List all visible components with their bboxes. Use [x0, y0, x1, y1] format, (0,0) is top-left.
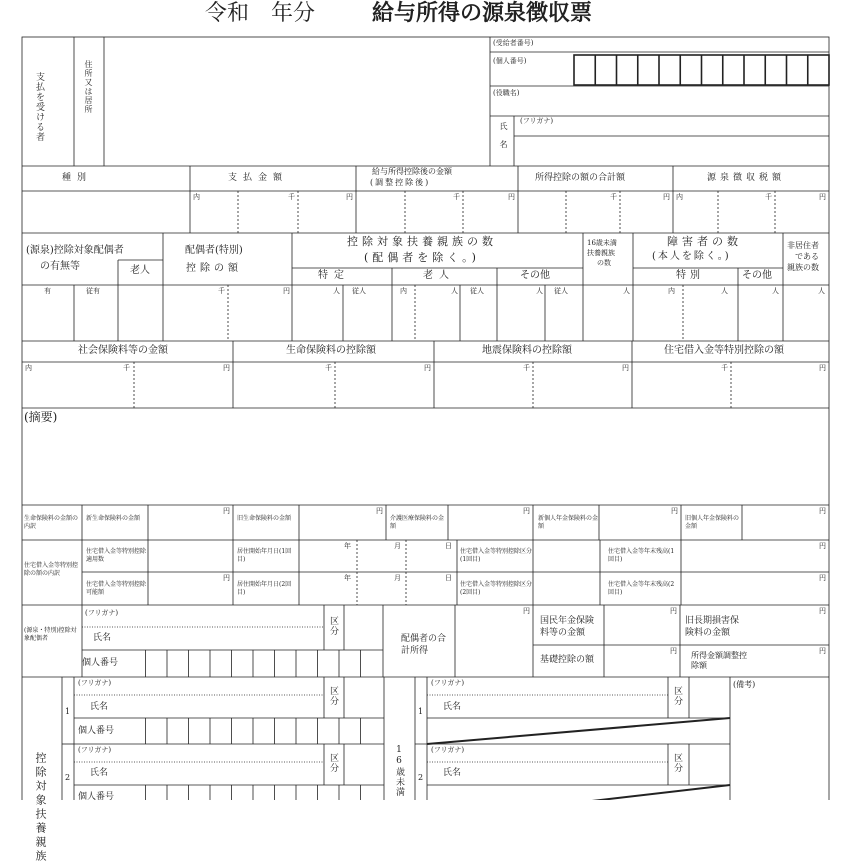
care-label: 介護医療保険料の金額 — [390, 515, 445, 530]
unit-day: 日 — [445, 542, 452, 550]
under16-1-number: 1 — [418, 707, 424, 716]
unit-en: 円 — [670, 607, 677, 615]
unit-en: 円 — [819, 193, 826, 201]
dependent-1-name-label: 氏名 — [90, 702, 109, 712]
unit-follower: 従人 — [554, 287, 568, 295]
dependent-2-category-label: 区分 — [328, 753, 338, 773]
recipient-number-label: (受給者番号) — [493, 39, 534, 47]
unit-sen: 千 — [765, 193, 772, 201]
new-life-label: 新生命保険料の金額 — [86, 515, 141, 522]
dependent-1-category-label: 区分 — [328, 686, 338, 706]
unit-sen: 千 — [453, 193, 460, 201]
unit-en: 円 — [671, 507, 678, 515]
dependent-count-header: 控除対象扶養親族の数 — [347, 235, 497, 248]
spouse-name-label: 氏名 — [93, 633, 112, 643]
address-label: 住所又は居所 — [84, 60, 93, 114]
unit-en: 円 — [223, 507, 230, 515]
basic-deduction-label: 基礎控除の額 — [540, 655, 595, 665]
income-type-header: 種別 — [62, 173, 93, 183]
new-pension-label: 新個人年金保険料の金額 — [538, 515, 599, 530]
elderly-header: 老人 — [130, 265, 150, 276]
specific-header: 特定 — [318, 270, 350, 281]
disabled-header: 障害者の数 — [667, 235, 742, 248]
unit-sen: 千 — [523, 364, 530, 372]
subordinate-yes-label: 従有 — [86, 287, 100, 295]
unit-sen: 千 — [123, 364, 130, 372]
spouse-section-label: (源泉・特別)控除対象配偶者 — [24, 627, 77, 642]
unit-uchi: 内 — [400, 287, 407, 295]
unit-person: 人 — [818, 287, 825, 295]
unit-sen: 千 — [610, 193, 617, 201]
special-disabled-header: 特別 — [676, 270, 704, 281]
unit-sen: 千 — [721, 364, 728, 372]
social-insurance-header: 社会保険料等の金額 — [78, 345, 168, 356]
elderly-dep-header: 老人 — [423, 270, 455, 281]
spouse-presence-header: (源泉)控除対象配偶者 — [26, 245, 124, 256]
name-furigana-label: (フリガナ) — [520, 117, 554, 125]
dependent-2-id-label: 個人番号 — [78, 792, 115, 802]
under16-header-3: の数 — [597, 259, 611, 267]
unit-en: 円 — [376, 507, 383, 515]
spouse-special-header-2: 控除の額 — [186, 263, 242, 274]
unit-en: 円 — [523, 607, 530, 615]
unit-en: 円 — [819, 542, 826, 550]
start-date-2-label: 居住開始年月日(2回目) — [237, 581, 292, 596]
unit-en: 円 — [819, 647, 826, 655]
unit-en: 円 — [424, 364, 431, 372]
other-header: その他 — [520, 270, 550, 281]
under16-list-label: 16歳未満 — [394, 745, 404, 797]
dependent-1-number: 1 — [65, 707, 71, 716]
year-end-balance-2-label: 住宅借入金等年末残高(2回目) — [608, 581, 675, 596]
under16-2-number: 2 — [418, 773, 424, 782]
unit-month: 月 — [394, 542, 401, 550]
unit-en: 円 — [670, 647, 677, 655]
nonresident-header-2: である — [795, 252, 819, 261]
national-pension-label: 国民年金保険料等の金額 — [540, 616, 595, 638]
applicable-count-label: 住宅借入金等特別控除適用数 — [86, 548, 147, 563]
unit-person: 人 — [451, 287, 458, 295]
dependents-list-label: 控除対象扶養親族 — [34, 752, 47, 864]
dependent-2-name-label: 氏名 — [90, 768, 109, 778]
life-insurance-header: 生命保険料の控除額 — [286, 345, 376, 356]
unit-person: 人 — [536, 287, 543, 295]
unit-en: 円 — [508, 193, 515, 201]
name-label: 氏名 — [499, 122, 508, 158]
old-pension-label: 旧個人年金保険料の金額 — [685, 515, 740, 530]
unit-sen: 千 — [218, 287, 225, 295]
spouse-number-label: 個人番号 — [82, 658, 119, 668]
unit-en: 円 — [346, 193, 353, 201]
unit-day: 日 — [445, 574, 452, 582]
disabled-header-2: (本人を除く。) — [652, 251, 731, 262]
remarks-label: (摘要) — [24, 410, 58, 424]
unit-person: 人 — [721, 287, 728, 295]
dependent-2-number: 2 — [65, 773, 71, 782]
year-end-balance-1-label: 住宅借入金等年末残高(1回目) — [608, 548, 675, 563]
unit-en: 円 — [223, 574, 230, 582]
unit-uchi: 内 — [193, 193, 200, 201]
position-label: (役職名) — [493, 89, 520, 97]
dependent-count-header-2: (配偶者を除く。) — [364, 251, 480, 264]
dependent-1-id-label: 個人番号 — [78, 726, 115, 736]
unit-en: 円 — [819, 607, 826, 615]
spouse-special-header: 配偶者(特別) — [185, 245, 243, 256]
unit-uchi: 内 — [25, 364, 32, 372]
unit-en: 円 — [283, 287, 290, 295]
recipient-label: 支払を受ける者 — [34, 72, 44, 142]
form-title: 給与所得の源泉徴収票 — [372, 0, 593, 26]
under16-header-2: 扶養親族 — [587, 249, 615, 257]
unit-en: 円 — [622, 364, 629, 372]
unit-year: 年 — [344, 574, 351, 582]
under16-2-category-label: 区分 — [672, 753, 682, 773]
adjustment-deduction-label: 所得金額調整控除額 — [691, 651, 747, 671]
spouse-income-label: 配偶者の合計所得 — [401, 634, 447, 656]
unit-uchi: 内 — [668, 287, 675, 295]
unit-en: 円 — [523, 507, 530, 515]
unit-sen: 千 — [288, 193, 295, 201]
life-breakdown-label: 生命保険料の金額の内訳 — [24, 515, 79, 530]
earthquake-insurance-header: 地震保険料の控除額 — [482, 345, 572, 356]
under16-header: 16歳未満 — [587, 239, 617, 247]
under16-2-furigana-label: (フリガナ) — [431, 746, 465, 754]
nonresident-header-3: 親族の数 — [787, 263, 819, 272]
unit-month: 月 — [394, 574, 401, 582]
unit-uchi: 内 — [676, 193, 683, 201]
spouse-furigana-label: (フリガナ) — [85, 609, 119, 617]
possible-amount-label: 住宅借入金等特別控除可能額 — [86, 581, 147, 596]
unit-person: 人 — [772, 287, 779, 295]
payment-header: 支払金額 — [228, 173, 289, 183]
category-1-label: 住宅借入金等特別控除区分(1回目) — [460, 548, 533, 563]
unit-en: 円 — [663, 193, 670, 201]
after-deduction-header: 給与所得控除後の金額 — [372, 167, 452, 176]
yes-label: 有 — [44, 287, 51, 295]
unit-en: 円 — [223, 364, 230, 372]
unit-person: 人 — [623, 287, 630, 295]
note-label: (備考) — [733, 680, 756, 689]
old-long-term-label: 旧長期損害保険料の金額 — [685, 616, 740, 638]
under16-1-category-label: 区分 — [672, 686, 682, 706]
under16-2-name-label: 氏名 — [443, 768, 462, 778]
unit-year: 年 — [344, 542, 351, 550]
spouse-category-label: 区分 — [328, 616, 338, 636]
start-date-1-label: 居住開始年月日(1回目) — [237, 548, 292, 563]
era-year: 令和 年分 — [205, 1, 316, 26]
nonresident-header: 非居住者 — [787, 241, 819, 250]
after-deduction-sub: (調整控除後) — [370, 178, 431, 187]
other-disabled-header: その他 — [742, 270, 772, 281]
under16-1-name-label: 氏名 — [443, 702, 462, 712]
housing-loan-header: 住宅借入金等特別控除の額 — [664, 345, 784, 356]
withholding-tax-header: 源泉徴収税額 — [707, 173, 786, 183]
unit-follower: 従人 — [352, 287, 366, 295]
category-2-label: 住宅借入金等特別控除区分(2回目) — [460, 581, 533, 596]
housing-breakdown-label: 住宅借入金等特別控除の額の内訳 — [24, 562, 79, 577]
unit-sen: 千 — [325, 364, 332, 372]
deduction-total-header: 所得控除の額の合計額 — [535, 173, 626, 183]
under16-1-furigana-label: (フリガナ) — [431, 679, 465, 687]
dependent-2-furigana-label: (フリガナ) — [78, 746, 112, 754]
old-life-label: 旧生命保険料の金額 — [237, 515, 292, 522]
individual-number-label: (個人番号) — [493, 57, 527, 65]
unit-en: 円 — [819, 364, 826, 372]
unit-en: 円 — [819, 574, 826, 582]
unit-follower: 従人 — [470, 287, 484, 295]
unit-person: 人 — [333, 287, 340, 295]
spouse-presence-header-2: の有無等 — [40, 261, 80, 272]
dependent-1-furigana-label: (フリガナ) — [78, 679, 112, 687]
unit-en: 円 — [819, 507, 826, 515]
